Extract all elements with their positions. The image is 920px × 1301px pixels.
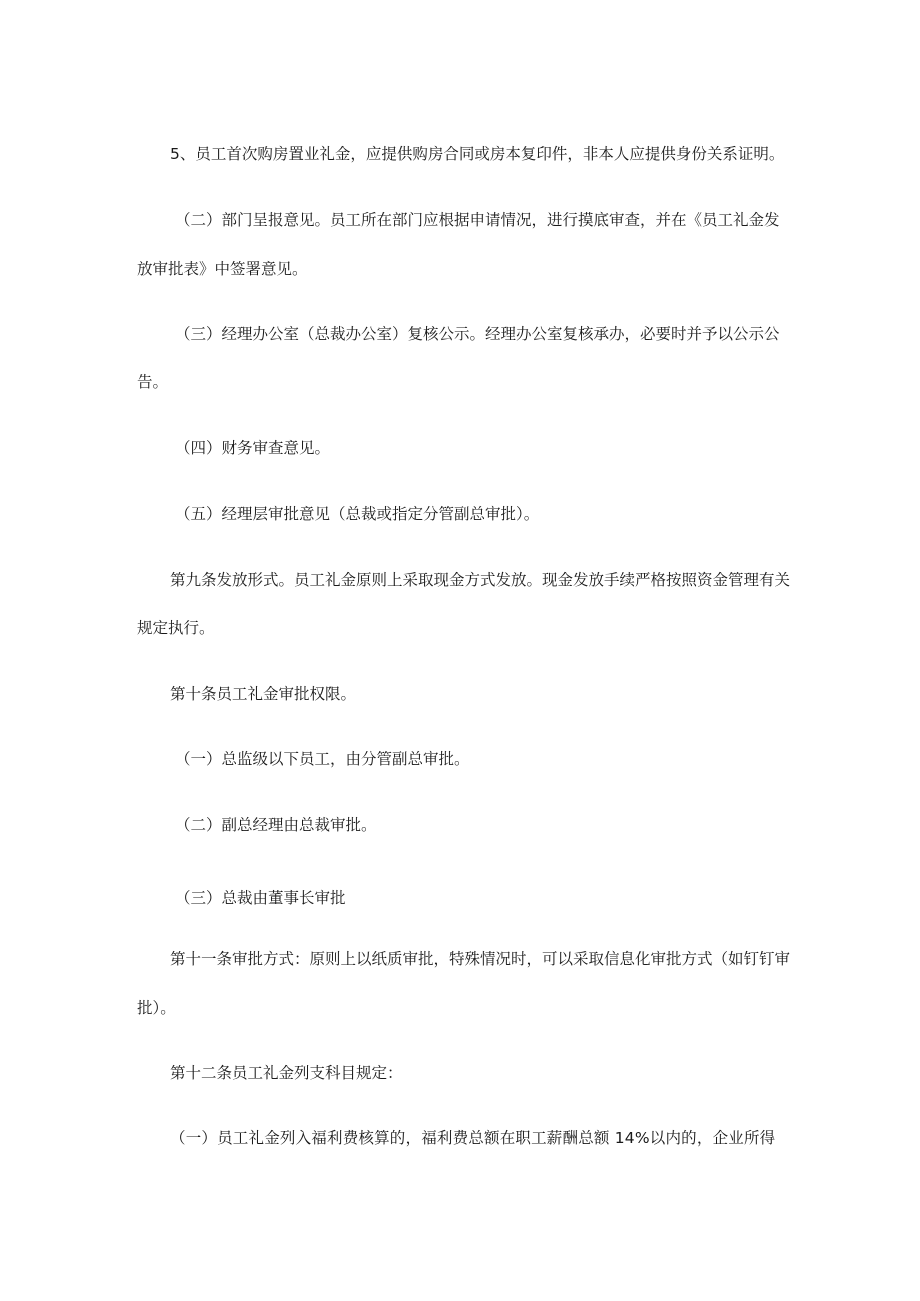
paragraph-line: 5、员工首次购房置业礼金，应提供购房合同或房本复印件，非本人应提供身份关系证明。 — [170, 145, 785, 163]
paragraph-line: （三）经理办公室（总裁办公室）复核公示。经理办公室复核承办，必要时并予以公示公 — [175, 325, 780, 343]
paragraph-line: 第九条发放形式。员工礼金原则上采取现金方式发放。现金发放手续严格按照资金管理有关 — [170, 571, 791, 589]
paragraph-line: 放审批表》中签署意见。 — [137, 260, 308, 278]
paragraph-line: （一）总监级以下员工，由分管副总审批。 — [175, 750, 470, 768]
paragraph-line: 第十一条审批方式：原则上以纸质审批，特殊情况时，可以采取信息化审批方式（如钉钉审 — [170, 950, 791, 968]
paragraph-line: （五）经理层审批意见（总裁或指定分管副总审批）。 — [175, 505, 540, 523]
paragraph-line: 规定执行。 — [137, 619, 215, 637]
paragraph-line: 第十条员工礼金审批权限。 — [170, 685, 357, 703]
paragraph-line: 第十二条员工礼金列支科目规定： — [170, 1064, 403, 1082]
paragraph-line: （二）副总经理由总裁审批。 — [175, 816, 377, 834]
paragraph-line: （一）员工礼金列入福利费核算的，福利费总额在职工薪酬总额 14%以内的，企业所得 — [170, 1129, 776, 1147]
paragraph-line: （四）财务审查意见。 — [175, 439, 331, 457]
paragraph-line: （三）总裁由董事长审批 — [175, 889, 346, 907]
paragraph-line: 批）。 — [137, 999, 176, 1017]
paragraph-line: （二）部门呈报意见。员工所在部门应根据申请情况，进行摸底审查，并在《员工礼金发 — [175, 211, 780, 229]
paragraph-line: 告。 — [137, 373, 169, 391]
